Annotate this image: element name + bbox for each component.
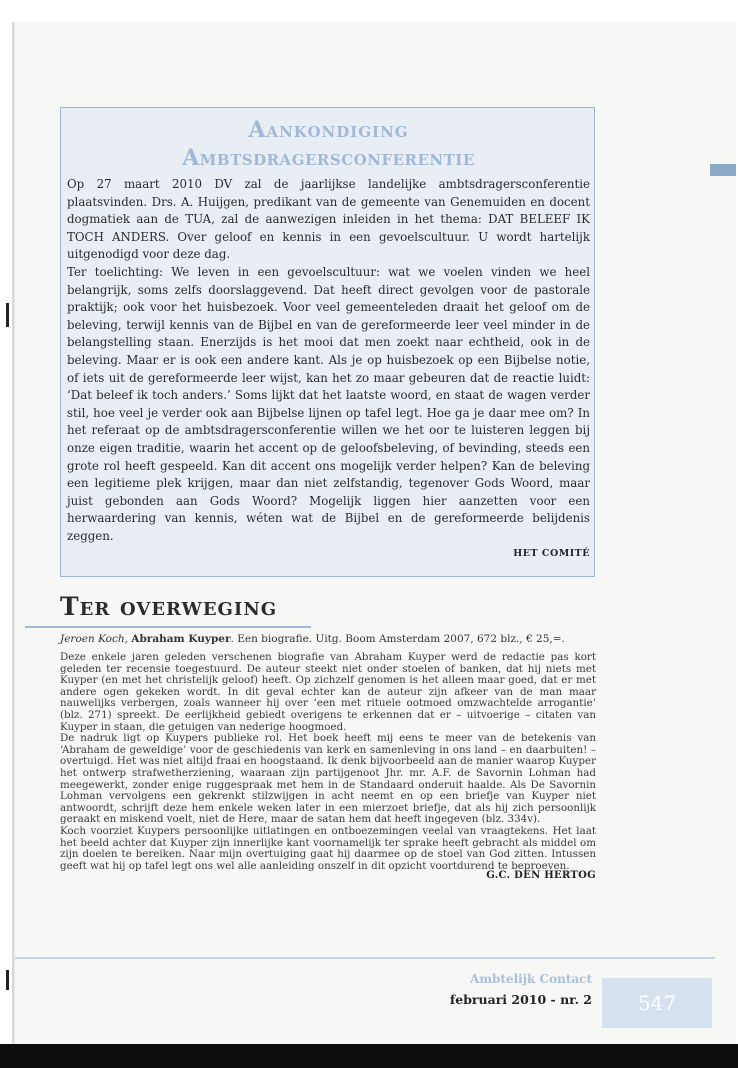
review-book-title: Abraham Kuyper <box>131 633 231 645</box>
side-color-tab <box>710 164 736 176</box>
scan-margin-top <box>0 0 738 22</box>
review-paragraph: Koch voorziet Kuypers persoonlijke uitlatingen en ontboezemingen veelal van vraagtekens. Het laat het beeld achter dat Kuyper zijn innerlijke kant voornamelijk ter sprake heeft gebracht als middel om zijn doelen te bereiken. Naar mijn overtuiging gaat hij daarmee op de stoel van God zitten. Intussen geeft wat hij op tafel legt ons wel alle aanleiding onszelf in dit opzicht voortdurend te beproeven. <box>60 824 596 872</box>
announcement-title: Aankondiging <box>248 117 409 143</box>
announcement-paragraph: Op 27 maart 2010 DV zal de jaarlijkse landelijke ambtsdragersconferentie plaatsvinden. Drs. A. Huijgen, predikant van de gemeente van Genemuiden en docent dogmatiek aan de TUA, zal de aanwezigen inleiden in het thema: DAT BELEEF IK TOCH ANDERS. Over geloof en kennis in een gevoelscultuur. U wordt hartelijk uitgenodigd voor deze dag. <box>67 177 590 262</box>
review-author: Jeroen Koch, <box>60 633 128 645</box>
review-publication: . Een biografie. Uitg. Boom Amsterdam 2007, 672 blz., € 25,=. <box>230 633 565 645</box>
scan-margin-bottom <box>0 1044 738 1068</box>
binding-mark <box>6 303 9 327</box>
announcement-paragraph: Ter toelichting: We leven in een gevoelscultuur: wat we voelen vinden we heel belangrijk, soms zelfs doorslaggevend. Dat heeft direct gevolgen voor de pastorale praktijk; ook voor het huisbezoek. Voor veel gemeenteleden draait het geloof om de beleving, terwijl kennis van de Bijbel en van de gereformeerde leer veel minder in de belangstelling staan. Enerzijds is het mooi dat men zoekt naar echtheid, ook in de beleving. Maar er is ook een andere kant. Als je op huisbezoek op een Bijbelse notie, of iets uit de gereformeerde leer wijst, kan het zo maar gebeuren dat de reactie luidt: ‘Dat beleef ik toch anders.’ Soms lijkt dat het laatste woord, en staat de wagen verder stil, hoe veel je verder ook aan Bijbelse lijnen op tafel legt. Hoe ga je daar mee om? In het referaat op de ambtsdragersconferentie willen we het oor te luisteren leggen bij onze eigen traditie, waarin het accent op de geloofsbeleving, of bevinding, steeds een grote rol heeft gespeeld. Kan dit accent ons mogelijk verder helpen? Kan de beleving een legitieme plek krijgen, maar dan niet zelfstandig, tegenover Gods Woord, maar juist gebonden aan Gods Woord? Mogelijk liggen hier aanzetten voor een herwaardering van kennis, wéten wat de Bijbel en de gereformeerde belijdenis zeggen. <box>67 264 590 543</box>
review-paragraph: Deze enkele jaren geleden verschenen biografie van Abraham Kuyper werd de redactie pas kort geleden ter recensie toegestuurd. De auteur steekt niet onder stoelen of banken, dat hij niets met Kuyper (en met het christelijk geloof) heeft. Op zichzelf genomen is het alleen maar goed, dat er met andere ogen gekeken wordt. In dit geval echter kan de auteur zijn afkeer van de man maar nauwelijks verbergen, zoals wanneer hij over ‘een met rituele ootmoed omzwachtelde arrogantie’ (blz. 271) spreekt. De eerlijkheid gebiedt overigens te erkennen dat er – uitvoerige – citaten van Kuyper in staan, die getuigen van nederige hoogmoed. <box>60 651 596 733</box>
review-signature: G.C. DEN HERTOG <box>486 870 596 882</box>
title-underline <box>25 626 311 628</box>
announcement-box <box>60 107 595 577</box>
review-paragraph: De nadruk ligt op Kuypers publieke rol. Het boek heeft mij eens te meer van de betekenis van ‘Abraham de geweldige’ voor de geschiedenis van kerk en samenleving in ons land – en daarbuiten! – overtuigd. Het was niet altijd fraai en hoogstaand. Ik denk bijvoorbeeld aan de manier waarop Kuyper het ontwerp strafwetherziening, waaraan zijn partijgenoot Jhr. mr. A.F. de Savornin Lohman had meegewerkt, zonder enige ruggespraak met hem in de Standaard onderuit haalde. Als De Savornin Lohman vervolgens een gekrenkt stilzwijgen in acht neemt en op een briefje van Kuyper niet antwoordt, schrijft deze hem enkele weken later in een mierzoet briefje, dat als hij zich persoonlijk geraakt en miskend voelt, niet de Here, maar de satan hem dat heeft ingegeven (blz. 334v). <box>60 732 596 826</box>
binding-mark <box>6 970 9 990</box>
book-reference <box>60 632 596 646</box>
footer-rule <box>15 957 715 959</box>
page-number: 547 <box>602 978 712 1028</box>
magazine-issue: februari 2010 - nr. 2 <box>449 992 592 1007</box>
section-title: Ter overweging <box>60 592 278 621</box>
magazine-name: Ambtelijk Contact <box>470 972 592 986</box>
announcement-signature: HET COMITÉ <box>513 548 590 560</box>
announcement-subtitle: Ambtsdragersconferentie <box>182 145 475 171</box>
book-review <box>60 632 596 881</box>
